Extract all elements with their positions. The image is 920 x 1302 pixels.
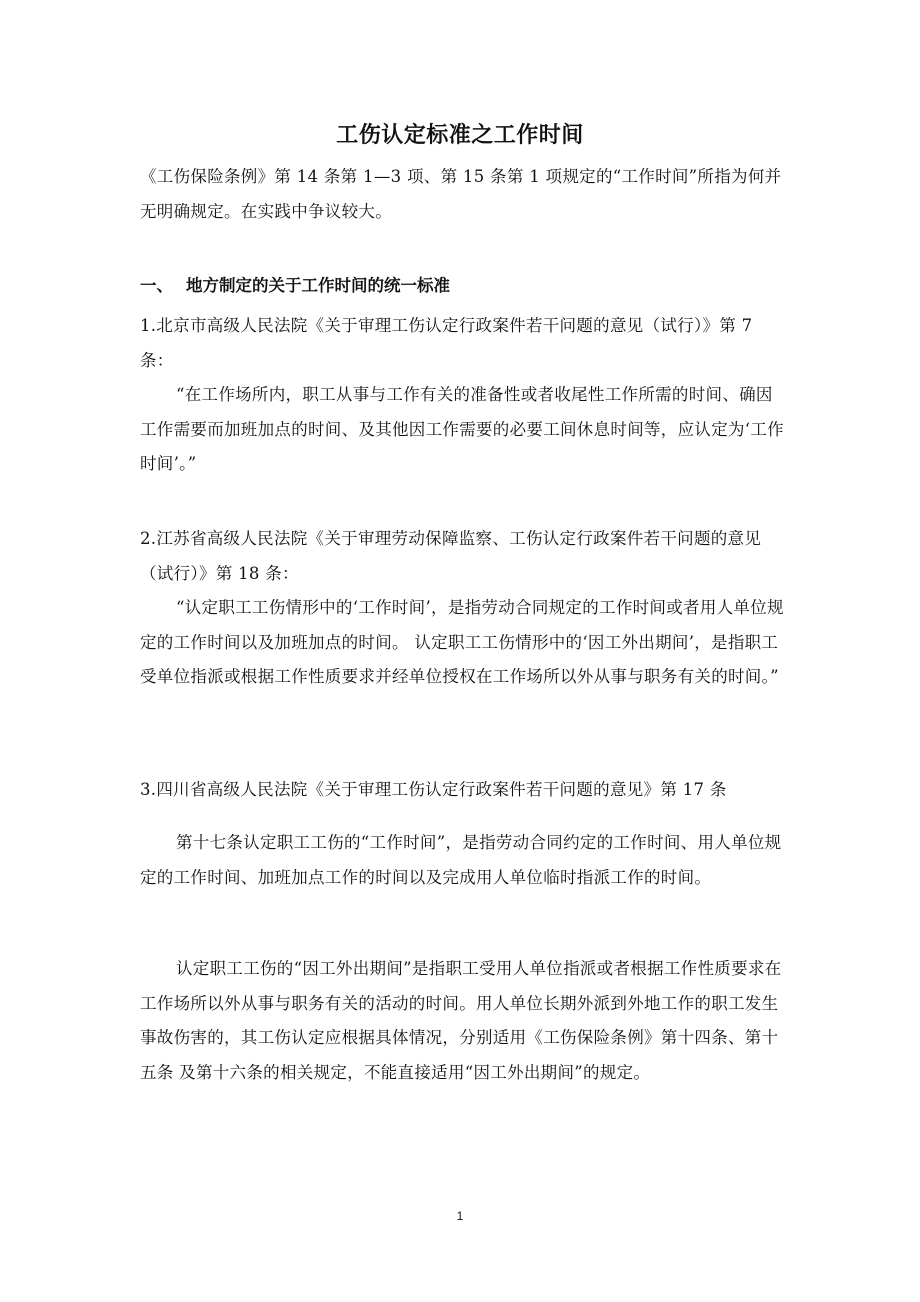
item1-quote: “在工作场所内，职工从事与工作有关的准备性或者收尾性工作所需的时间、确因工作需要而加班加点的时间、及其他因工作需要的必要工间休息时间等，应认定为‘工作时间’。” bbox=[140, 385, 784, 473]
section-heading bbox=[140, 269, 785, 303]
item2-source: 2.江苏省高级人民法院《关于审理劳动保障监察、工伤认定行政案件若干问题的意见（试行）》第 18 条： bbox=[140, 529, 762, 583]
item3-paragraph-2: 认定职工工伤的“因工外出期间”是指职工受用人单位指派或者根据工作性质要求在工作场所以外从事与职务有关的活动的时间。用人单位长期外派到外地工作的职工发生事故伤害的，其工伤认定应根据具体情况，分别适用《工伤保险条例》第十四条、第十五条 及第十六条的相关规定，不能直接适用“因工外出期间”的规定。 bbox=[140, 959, 782, 1082]
item3-paragraph-1: 第十七条认定职工工伤的“工作时间”，是指劳动合同约定的工作时间、用人单位规定的工作时间、加班加点工作的时间以及完成用人单位临时指派工作的时间。 bbox=[140, 833, 782, 887]
section-number: 一、 bbox=[140, 276, 173, 295]
page-number: 1 bbox=[456, 1209, 464, 1223]
document-title: 工伤认定标准之工作时间 bbox=[336, 123, 584, 148]
item2-quote: “认定职工工伤情形中的‘工作时间’，是指劳动合同规定的工作时间或者用人单位规定的工作时间以及加班加点的时间。 认定职工工伤情形中的‘因工外出期间’，是指职工受单位指派或根据工作性质要求并经单位授权在工作场所以外从事与职务有关的时间。” bbox=[140, 598, 784, 686]
item1-source: 1.北京市高级人民法院《关于审理工伤认定行政案件若干问题的意见（试行）》第 7 条： bbox=[140, 316, 753, 370]
intro-paragraph: 《工伤保险条例》第 14 条第 1—3 项、第 15 条第 1 项规定的“工作时间”所指为何并无明确规定。在实践中争议较大。 bbox=[140, 167, 782, 221]
item3-source: 3.四川省高级人民法院《关于审理工伤认定行政案件若干问题的意见》第 17 条 bbox=[140, 780, 727, 799]
section-heading-text: 地方制定的关于工作时间的统一标准 bbox=[186, 276, 450, 295]
